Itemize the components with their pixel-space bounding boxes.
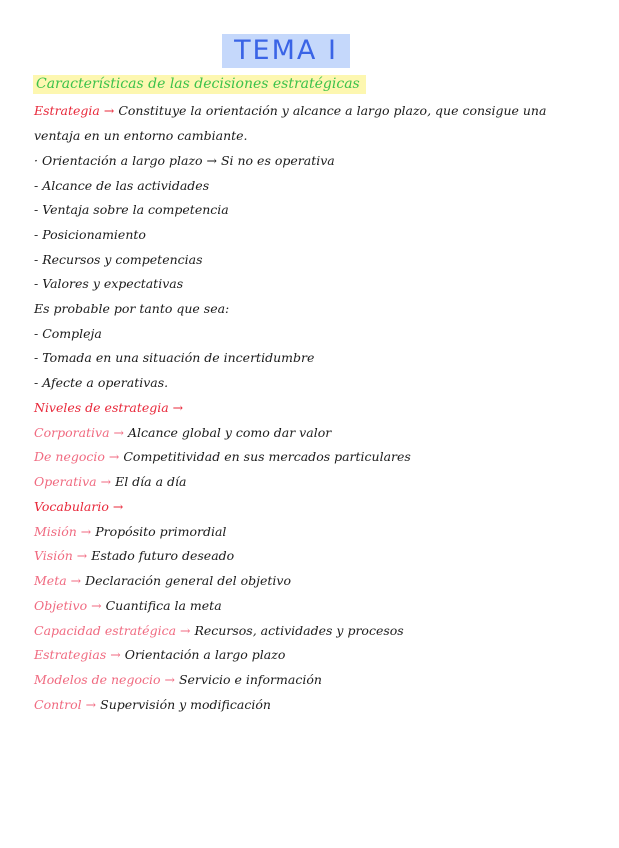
list-item: - Ventaja sobre la competencia xyxy=(34,202,229,217)
list-item: - Tomada en una situación de incertidumbre xyxy=(34,350,315,365)
term: Modelos de negocio xyxy=(34,672,161,687)
definition-text: Servicio e información xyxy=(178,672,322,687)
arrow-icon: → xyxy=(164,672,175,687)
term: De negocio xyxy=(34,449,105,464)
list-item: - Posicionamiento xyxy=(34,227,146,242)
term: Operativa xyxy=(34,474,97,489)
term: Objetivo xyxy=(34,598,88,613)
page-title: TEMA I xyxy=(222,34,350,68)
arrow-icon: → xyxy=(70,573,82,588)
arrow-icon: → xyxy=(113,425,125,440)
vocabulario-heading: Vocabulario → xyxy=(34,499,124,514)
nivel-item xyxy=(34,449,411,465)
list-item: - Recursos y competencias xyxy=(34,252,203,267)
definition-text: Propósito primordial xyxy=(95,524,227,539)
definition-text: Declaración general del objetivo xyxy=(85,573,292,588)
list-item: - Compleja xyxy=(34,326,102,341)
probable-intro: Es probable por tanto que sea: xyxy=(34,301,230,316)
definition-text: Cuantifica la meta xyxy=(105,598,222,613)
section-subtitle: Características de las decisiones estratégicas xyxy=(33,75,366,94)
vocab-item xyxy=(34,598,222,614)
vocab-item xyxy=(34,548,234,564)
arrow-icon: → xyxy=(103,103,115,118)
vocab-item xyxy=(34,672,322,688)
definition-text: El día a día xyxy=(115,474,187,489)
estrategia-definition xyxy=(34,103,546,119)
definition-text: Supervisión y modificación xyxy=(100,697,271,712)
arrow-icon: → xyxy=(80,524,92,539)
term-estrategia: Estrategia xyxy=(34,103,100,118)
definition-text: Competitividad en sus mercados particulares xyxy=(123,449,411,464)
list-item: - Alcance de las actividades xyxy=(34,178,210,193)
term: Misión xyxy=(34,524,77,539)
arrow-icon: → xyxy=(110,647,121,662)
term: Meta xyxy=(34,573,67,588)
definition-text: Recursos, actividades y procesos xyxy=(194,623,404,638)
arrow-icon: → xyxy=(76,548,88,563)
arrow-icon: → xyxy=(100,474,112,489)
vocab-item xyxy=(34,573,291,589)
estrategia-definition-cont: ventaja en un entorno cambiante. xyxy=(34,128,248,143)
arrow-icon: → xyxy=(180,623,191,638)
vocab-item xyxy=(34,647,285,663)
term: Corporativa xyxy=(34,425,110,440)
nivel-item xyxy=(34,474,186,490)
vocab-item xyxy=(34,697,271,713)
list-item: - Afecte a operativas. xyxy=(34,375,169,390)
arrow-icon: → xyxy=(85,697,97,712)
term: Visión xyxy=(34,548,73,563)
definition-text: Alcance global y como dar valor xyxy=(128,425,332,440)
vocab-item xyxy=(34,623,404,639)
term: Control xyxy=(34,697,82,712)
term: Capacidad estratégica xyxy=(34,623,177,638)
nivel-item xyxy=(34,425,331,441)
arrow-icon: → xyxy=(91,598,102,613)
arrow-icon: → xyxy=(108,449,120,464)
list-item: · Orientación a largo plazo → Si no es operativa xyxy=(34,153,335,168)
definition-text: Orientación a largo plazo xyxy=(124,647,286,662)
definition-text: Constituye la orientación y alcance a largo plazo, que consigue una xyxy=(118,103,547,118)
term: Estrategias xyxy=(34,647,107,662)
definition-text: Estado futuro deseado xyxy=(91,548,235,563)
list-item: - Valores y expectativas xyxy=(34,276,184,291)
vocab-item xyxy=(34,524,226,540)
niveles-heading: Niveles de estrategia → xyxy=(34,400,184,415)
